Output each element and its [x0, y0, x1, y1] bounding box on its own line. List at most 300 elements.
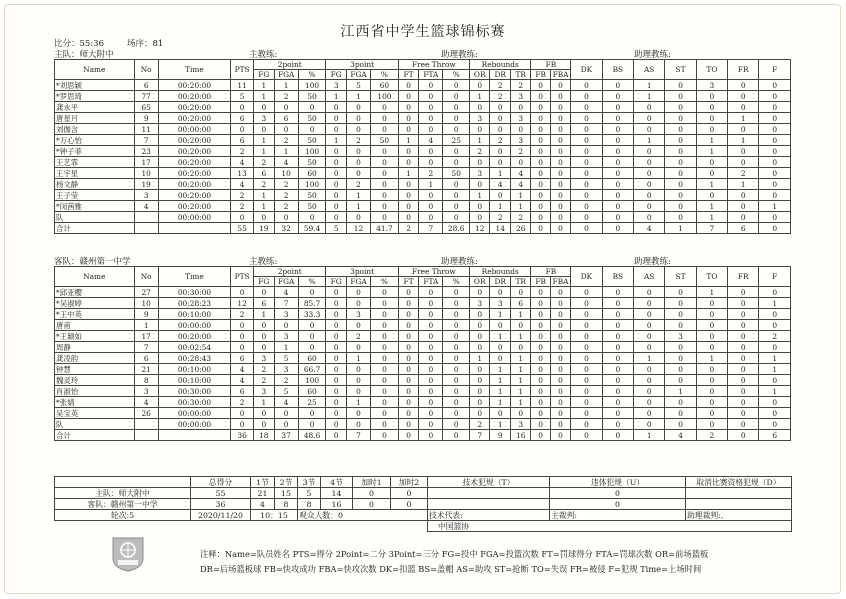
- away-cell: 27: [134, 287, 158, 298]
- home-cell: 4: [634, 223, 665, 234]
- away-cell: *邱亚樱: [55, 287, 135, 298]
- away-cell: 0: [419, 353, 443, 364]
- home-cell: 0: [571, 223, 602, 234]
- home-cell: 0: [298, 212, 326, 223]
- away-cell: 37: [274, 430, 298, 441]
- away-subheader-1: FGA: [274, 277, 298, 287]
- home-cell: 3: [510, 91, 531, 102]
- table-row: [55, 375, 791, 386]
- away-header-reb: Rebounds: [469, 267, 531, 277]
- association-logo-icon: [110, 536, 146, 572]
- away-cell: 0: [298, 287, 326, 298]
- home-cell: 2: [490, 212, 511, 223]
- table-row: [55, 146, 791, 157]
- away-cell: 2: [759, 331, 791, 342]
- away-cell: 0: [419, 309, 443, 320]
- summary-away-q2: 8: [275, 499, 298, 510]
- away-cell: 0: [254, 342, 275, 353]
- home-cell: 1: [326, 135, 347, 146]
- summary-tech-rep: 技术代表:: [428, 510, 550, 521]
- summary-home-q1: 21: [251, 488, 275, 499]
- away-cell: 0: [443, 309, 470, 320]
- away-cell: 0: [254, 419, 275, 430]
- away-cell: 6: [759, 430, 791, 441]
- away-cell: 0: [443, 353, 470, 364]
- away-cell: 0: [510, 320, 531, 331]
- away-cell: 1: [696, 353, 727, 364]
- away-cell: 00:30:00: [158, 397, 230, 408]
- away-cell: 0: [346, 419, 370, 430]
- home-cell: 0: [759, 190, 791, 201]
- away-cell: 0: [759, 408, 791, 419]
- home-cell: 0: [231, 124, 254, 135]
- away-cell: 0: [696, 342, 727, 353]
- home-cell: 0: [419, 212, 443, 223]
- summary-away-ot2: 0: [391, 499, 428, 510]
- home-cell: 50: [298, 201, 326, 212]
- away-cell: 0: [419, 397, 443, 408]
- away-cell: 0: [571, 364, 602, 375]
- table-row: [55, 331, 791, 342]
- home-cell: 0: [759, 113, 791, 124]
- home-cell: 0: [469, 201, 490, 212]
- away-cell: 4: [134, 397, 158, 408]
- away-cell: 0: [571, 287, 602, 298]
- away-cell: 18: [254, 430, 275, 441]
- away-cell: 00:30:00: [158, 386, 230, 397]
- home-cell: 刘伽含: [55, 124, 135, 135]
- home-cell: 0: [634, 179, 665, 190]
- away-cell: 0: [531, 364, 550, 375]
- home-cell: 4: [231, 179, 254, 190]
- home-cell: 23: [134, 146, 158, 157]
- home-cell: 0: [346, 124, 370, 135]
- away-cell: 60: [298, 353, 326, 364]
- away-cell: 0: [550, 375, 571, 386]
- summary-home-q3: 5: [298, 488, 321, 499]
- away-cell: 0: [469, 397, 490, 408]
- home-stats-table: [54, 59, 791, 234]
- away-cell: 0: [371, 408, 399, 419]
- away-cell: 0: [371, 287, 399, 298]
- away-cell: 0: [602, 298, 633, 309]
- away-cell: 0: [728, 386, 759, 397]
- home-cell: 0: [371, 157, 399, 168]
- home-cell: 3: [254, 113, 275, 124]
- summary-assist-ref: 助理裁判:,: [686, 510, 792, 521]
- away-cell: 0: [443, 364, 470, 375]
- home-cell: 2: [254, 179, 275, 190]
- away-cell: 26: [134, 408, 158, 419]
- away-cell: 0: [728, 397, 759, 408]
- away-cell: 0: [550, 364, 571, 375]
- away-cell: 魏灵玲: [55, 375, 135, 386]
- summary-home-unsport: 0: [550, 488, 686, 499]
- home-cell: 4: [419, 135, 443, 146]
- away-cell: 0: [398, 309, 419, 320]
- home-cell: 4: [231, 157, 254, 168]
- table-row: [55, 408, 791, 419]
- home-cell: 0: [696, 157, 727, 168]
- home-cell: 0: [602, 124, 633, 135]
- table-row: [55, 223, 791, 234]
- away-cell: 龚凌韵: [55, 353, 135, 364]
- home-subheader-13: FBA: [550, 70, 571, 80]
- home-cell: 00:20:00: [158, 135, 230, 146]
- away-cell: 1: [510, 309, 531, 320]
- away-cell: 0: [602, 331, 633, 342]
- home-cell: 1: [490, 201, 511, 212]
- home-cell: 00:00:00: [158, 212, 230, 223]
- away-cell: 0: [398, 364, 419, 375]
- home-cell: 0: [696, 113, 727, 124]
- summary-org: 中国篮协: [428, 521, 792, 532]
- home-cell: 0: [419, 80, 443, 91]
- away-cell: 0: [665, 353, 696, 364]
- home-subheader-5: %: [371, 70, 399, 80]
- away-cell: 0: [531, 397, 550, 408]
- away-cell: 00:30:00: [158, 287, 230, 298]
- table-row: [55, 419, 791, 430]
- away-cell: 6: [231, 386, 254, 397]
- away-cell: 0: [550, 419, 571, 430]
- away-cell: 1: [254, 397, 275, 408]
- home-team-label: 主队：师大附中: [54, 50, 114, 60]
- away-cell: 0: [371, 364, 399, 375]
- away-cell: 3: [254, 353, 275, 364]
- home-cell: 100: [298, 146, 326, 157]
- summary-q2-header: 2节: [275, 477, 298, 488]
- home-cell: 1: [469, 135, 490, 146]
- away-cell: 1: [510, 353, 531, 364]
- home-cell: 1: [346, 190, 370, 201]
- home-cell: 0: [696, 124, 727, 135]
- away-cell: 0: [398, 331, 419, 342]
- away-cell: 0: [231, 287, 254, 298]
- away-cell: 0: [398, 397, 419, 408]
- home-cell: 5: [231, 91, 254, 102]
- away-cell: 0: [231, 342, 254, 353]
- summary-q4-header: 4节: [321, 477, 353, 488]
- away-coach-label: 主教练:: [249, 257, 278, 267]
- away-cell: 9: [134, 309, 158, 320]
- away-cell: 0: [602, 419, 633, 430]
- home-cell: 0: [419, 201, 443, 212]
- home-cell: 2: [274, 179, 298, 190]
- away-cell: 8: [134, 375, 158, 386]
- away-cell: 0: [531, 331, 550, 342]
- home-cell: 60: [371, 80, 399, 91]
- away-cell: 6: [231, 353, 254, 364]
- home-cell: 0: [602, 135, 633, 146]
- away-assistant-label-2: 助理教练:: [634, 257, 671, 267]
- away-header-no: No: [134, 267, 158, 287]
- away-cell: 0: [346, 386, 370, 397]
- away-cell: 0: [602, 342, 633, 353]
- away-cell: 0: [531, 353, 550, 364]
- home-cell: 0: [602, 102, 633, 113]
- away-cell: 0: [510, 408, 531, 419]
- summary-disq-header: 取消比赛资格犯规（D）: [686, 477, 792, 488]
- home-header-reb: Rebounds: [469, 60, 531, 70]
- summary-home-tech: [428, 488, 550, 499]
- away-cell: 0: [254, 408, 275, 419]
- home-cell: 0: [728, 80, 759, 91]
- away-cell: 0: [346, 320, 370, 331]
- away-cell: 0: [531, 287, 550, 298]
- away-cell: 0: [634, 419, 665, 430]
- summary-home-total: 55: [191, 488, 251, 499]
- table-row: [55, 397, 791, 408]
- home-cell: 0: [419, 102, 443, 113]
- home-cell: 0: [346, 157, 370, 168]
- home-cell: 10: [134, 168, 158, 179]
- away-cell: 0: [602, 375, 633, 386]
- home-cell: 0: [759, 179, 791, 190]
- home-cell: 1: [510, 201, 531, 212]
- home-cell: 0: [443, 146, 470, 157]
- home-cell: 0: [550, 179, 571, 190]
- away-cell: 0: [274, 408, 298, 419]
- away-cell: 0: [371, 342, 399, 353]
- away-cell: 4: [274, 397, 298, 408]
- away-cell: 0: [571, 419, 602, 430]
- home-cell: 0: [371, 190, 399, 201]
- home-cell: 0: [728, 201, 759, 212]
- away-cell: 0: [443, 386, 470, 397]
- legend-line-2: DR=后场篮板球 FB=快攻成功 FBA=快攻次数 DK=扣篮 BS=盖帽 AS=助攻 ST=抢断 TO=失误 FR=被侵 F=犯规 Time=上场时间: [200, 564, 702, 574]
- table-row: [55, 201, 791, 212]
- home-cell: 0: [665, 91, 696, 102]
- home-cell: 1: [326, 91, 347, 102]
- home-cell: 00:20:00: [158, 179, 230, 190]
- home-cell: 1: [469, 190, 490, 201]
- home-cell: 100: [298, 179, 326, 190]
- home-cell: 0: [571, 80, 602, 91]
- home-cell: 77: [134, 91, 158, 102]
- away-cell: 5: [274, 386, 298, 397]
- home-cell: 0: [469, 80, 490, 91]
- home-cell: 17: [134, 157, 158, 168]
- home-cell: *闵茜雅: [55, 201, 135, 212]
- away-cell: 0: [665, 298, 696, 309]
- home-cell: 0: [571, 190, 602, 201]
- home-subheader-4: FGA: [346, 70, 370, 80]
- away-cell: 1: [510, 364, 531, 375]
- home-cell: 0: [665, 201, 696, 212]
- home-cell: 0: [634, 146, 665, 157]
- home-subheader-12: FB: [531, 70, 550, 80]
- home-cell: 0: [326, 168, 347, 179]
- table-row: [55, 113, 791, 124]
- home-cell: 王子莹: [55, 190, 135, 201]
- home-cell: 26: [510, 223, 531, 234]
- home-cell: 合计: [55, 223, 135, 234]
- away-cell: [134, 430, 158, 441]
- table-row: [55, 212, 791, 223]
- home-cell: 10: [274, 168, 298, 179]
- away-cell: 00:00:00: [158, 320, 230, 331]
- home-cell: 2: [346, 179, 370, 190]
- away-cell: 0: [550, 408, 571, 419]
- away-cell: 0: [665, 397, 696, 408]
- home-cell: 1: [398, 168, 419, 179]
- home-cell: 0: [531, 135, 550, 146]
- home-cell: 0: [571, 179, 602, 190]
- home-cell: 2: [398, 223, 419, 234]
- away-cell: 0: [759, 342, 791, 353]
- away-cell: 0: [254, 320, 275, 331]
- home-cell: 0: [326, 212, 347, 223]
- home-cell: 4: [510, 168, 531, 179]
- home-cell: 50: [443, 168, 470, 179]
- away-cell: 0: [728, 309, 759, 320]
- home-cell: 0: [602, 223, 633, 234]
- legend: [200, 547, 840, 577]
- home-cell: 0: [274, 124, 298, 135]
- home-cell: 0: [634, 212, 665, 223]
- away-cell: 0: [326, 298, 347, 309]
- summary-q3-header: 3节: [298, 477, 321, 488]
- away-cell: 1: [346, 397, 370, 408]
- home-cell: 2: [469, 146, 490, 157]
- home-cell: 1: [254, 80, 275, 91]
- home-coach-label: 主教练:: [249, 50, 278, 60]
- away-cell: 0: [371, 375, 399, 386]
- away-cell: *王颖如: [55, 331, 135, 342]
- away-cell: 0: [419, 298, 443, 309]
- home-header-fb: FB: [531, 60, 571, 70]
- home-cell: 0: [550, 168, 571, 179]
- away-cell: 00:02:54: [158, 342, 230, 353]
- away-cell: 7: [134, 342, 158, 353]
- home-subheader-9: OR: [469, 70, 490, 80]
- away-cell: 1: [134, 320, 158, 331]
- away-cell: 1: [759, 364, 791, 375]
- summary-unsport-header: 违体犯规（U）: [550, 477, 686, 488]
- away-cell: 0: [443, 430, 470, 441]
- away-cell: 0: [531, 298, 550, 309]
- away-cell: 0: [759, 320, 791, 331]
- away-cell: 0: [728, 408, 759, 419]
- home-cell: 3: [326, 80, 347, 91]
- away-cell: 1: [469, 353, 490, 364]
- home-cell: 25: [443, 135, 470, 146]
- away-cell: 0: [728, 375, 759, 386]
- away-cell: 0: [602, 287, 633, 298]
- home-cell: 0: [602, 146, 633, 157]
- home-assistant-label-2: 助理教练:: [634, 50, 671, 60]
- home-cell: 0: [728, 212, 759, 223]
- home-header-as: AS: [634, 60, 665, 80]
- table-row: [55, 135, 791, 146]
- away-cell: 0: [326, 408, 347, 419]
- away-cell: 0: [419, 342, 443, 353]
- away-cell: 0: [443, 397, 470, 408]
- away-cell: 0: [419, 408, 443, 419]
- away-cell: 0: [490, 408, 511, 419]
- home-cell: 0: [419, 91, 443, 102]
- away-cell: 0: [531, 342, 550, 353]
- away-cell: 0: [696, 397, 727, 408]
- home-cell: 2: [510, 212, 531, 223]
- away-cell: 0: [469, 287, 490, 298]
- away-cell: 2: [254, 364, 275, 375]
- away-cell: 0: [602, 430, 633, 441]
- home-cell: 0: [443, 201, 470, 212]
- table-row: [55, 342, 791, 353]
- summary-org-blank: [55, 521, 428, 532]
- home-assistant-label: 助理教练:: [441, 50, 478, 60]
- summary-date: 2020/11/20: [191, 510, 251, 521]
- away-cell: 0: [326, 375, 347, 386]
- away-cell: 0: [665, 342, 696, 353]
- home-cell: 7: [134, 135, 158, 146]
- home-cell: 0: [398, 201, 419, 212]
- away-cell: 4: [231, 364, 254, 375]
- away-subheader-13: FBA: [550, 277, 571, 287]
- summary-away-q4: 16: [321, 499, 353, 510]
- summary-home-q2: 15: [275, 488, 298, 499]
- home-cell: 0: [326, 113, 347, 124]
- home-cell: 0: [602, 157, 633, 168]
- away-cell: 0: [443, 408, 470, 419]
- summary-referee: 主裁判:: [550, 510, 686, 521]
- away-cell: 0: [531, 320, 550, 331]
- home-cell: 19: [134, 179, 158, 190]
- home-cell: [134, 212, 158, 223]
- away-cell: 0: [398, 287, 419, 298]
- home-cell: 0: [665, 102, 696, 113]
- home-cell: 0: [371, 113, 399, 124]
- home-cell: 0: [371, 146, 399, 157]
- home-cell: 0: [696, 190, 727, 201]
- away-cell: 12: [231, 298, 254, 309]
- home-cell: 0: [326, 124, 347, 135]
- summary-ot2-header: 加时2: [391, 477, 428, 488]
- home-cell: 28.6: [443, 223, 470, 234]
- home-cell: 0: [326, 179, 347, 190]
- away-subheader-7: FTA: [419, 277, 443, 287]
- home-cell: 0: [510, 124, 531, 135]
- home-cell: 1: [728, 113, 759, 124]
- away-cell: 1: [510, 386, 531, 397]
- summary-blank: [55, 477, 191, 488]
- home-cell: 2: [274, 91, 298, 102]
- home-cell: 0: [398, 124, 419, 135]
- home-cell: 0: [571, 201, 602, 212]
- home-cell: 0: [531, 190, 550, 201]
- home-cell: 0: [665, 168, 696, 179]
- home-cell: 0: [531, 146, 550, 157]
- away-cell: 0: [571, 298, 602, 309]
- home-cell: 0: [728, 190, 759, 201]
- away-cell: 0: [696, 408, 727, 419]
- home-cell: 1: [254, 146, 275, 157]
- home-cell: 0: [696, 102, 727, 113]
- away-subheader-2: %: [298, 277, 326, 287]
- away-cell: 0: [571, 331, 602, 342]
- away-cell: 0: [550, 397, 571, 408]
- home-cell: 0: [398, 80, 419, 91]
- home-cell: 00:20:00: [158, 157, 230, 168]
- home-cell: 0: [602, 80, 633, 91]
- away-cell: 0: [398, 430, 419, 441]
- away-cell: 2: [231, 397, 254, 408]
- home-subheader-3: FG: [326, 70, 347, 80]
- away-cell: 0: [326, 331, 347, 342]
- home-cell: 1: [696, 212, 727, 223]
